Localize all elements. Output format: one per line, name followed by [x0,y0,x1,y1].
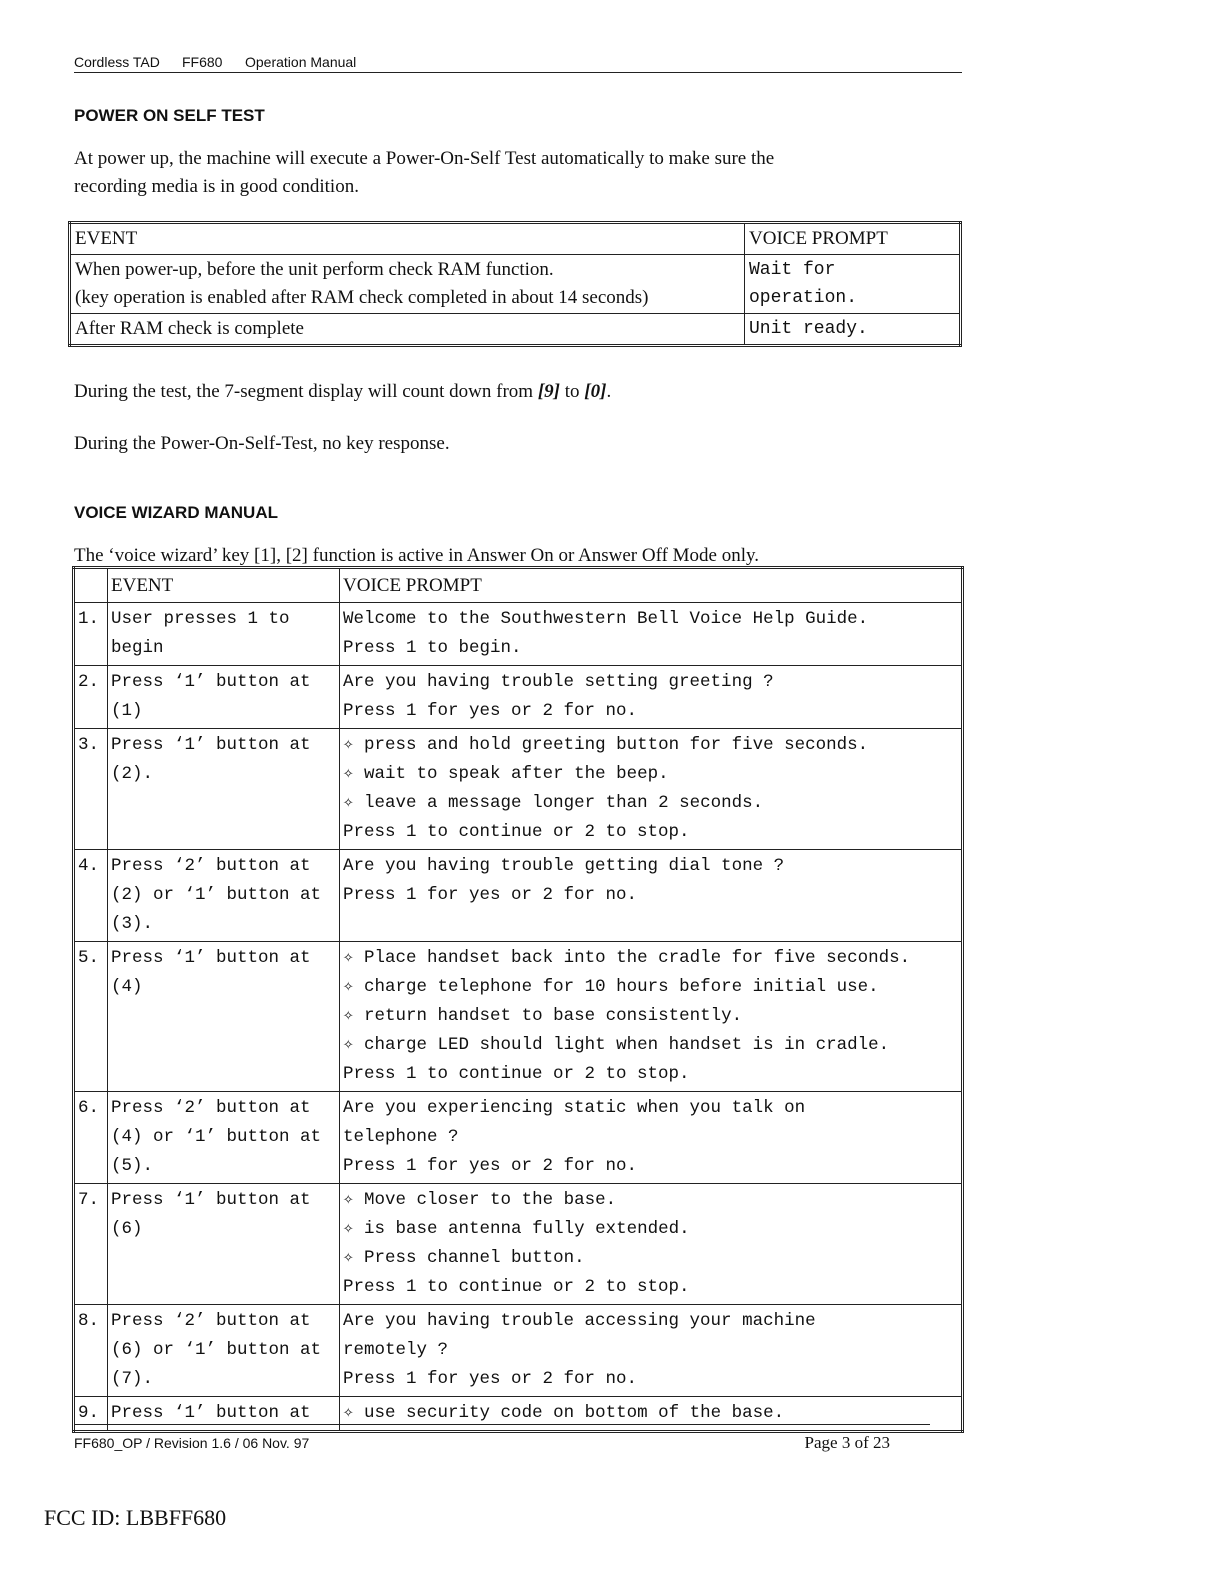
prompt-cell [340,850,963,942]
prompt-cell [340,1184,963,1305]
table-row [74,729,963,850]
col-prompt-header: VOICE PROMPT [745,223,961,255]
prompt-cell [340,603,963,666]
countdown-text: . [606,381,612,402]
prompt-line: ✧ charge telephone for 10 hours before initial use. [343,977,879,997]
prompt-cell [340,1092,963,1184]
prompt-line: Are you having trouble setting greeting ? [343,672,774,692]
prompt-line: ✧ wait to speak after the beep. [343,764,669,784]
table-row [74,1184,963,1305]
prompt-cell: Unit ready. [745,314,961,346]
event-cell: User presses 1 to begin [108,603,340,666]
event-cell: Press ‘1’ button at [108,1397,340,1432]
wizard-table [72,566,964,1433]
prompt-cell [340,1305,963,1397]
col-event-header: EVENT [108,568,340,603]
prompt-line: ✧ Press channel button. [343,1248,585,1268]
countdown-to: [0] [584,381,607,402]
event-cell: Press ‘1’ button at (6) [108,1184,340,1305]
prompt-line: Press 1 for yes or 2 for no. [343,701,638,721]
footer-revision: FF680_OP / Revision 1.6 / 06 Nov. 97 [74,1435,310,1451]
header-model: FF680 [182,54,223,70]
prompt-cell: Wait for operation. [745,255,961,314]
no-key-note: During the Power-On-Self-Test, no key response. [74,433,450,454]
event-cell: Press ‘1’ button at (2). [108,729,340,850]
event-cell: Press ‘2’ button at (4) or ‘1’ button at (5). [108,1092,340,1184]
countdown-note [74,378,611,406]
event-cell: Press ‘2’ button at (6) or ‘1’ button at (7). [108,1305,340,1397]
prompt-line: Press 1 for yes or 2 for no. [343,885,638,905]
prompt-line: Press 1 to continue or 2 to stop. [343,1277,690,1297]
power-on-table [68,221,962,347]
event-cell: After RAM check is complete [70,314,745,346]
prompt-line: Press 1 for yes or 2 for no. [343,1156,638,1176]
prompt-cell [340,942,963,1092]
header-product: Cordless TAD [74,54,160,70]
prompt-line: ✧ press and hold greeting button for five seconds. [343,735,869,755]
prompt-line: Press 1 for yes or 2 for no. [343,1369,638,1389]
prompt-line: ✧ return handset to base consistently. [343,1006,743,1026]
prompt-line: ✧ use security code on bottom of the base. [343,1403,785,1423]
step-number: 8. [74,1305,108,1397]
fcc-id: FCC ID: LBBFF680 [44,1505,227,1530]
prompt-line: ✧ Place handset back into the cradle for five seconds. [343,948,911,968]
step-number: 1. [74,603,108,666]
prompt-line: Welcome to the Southwestern Bell Voice Help Guide. [343,609,869,629]
running-header [74,52,962,73]
prompt-line: Press 1 to continue or 2 to stop. [343,822,690,842]
header-title: Operation Manual [245,54,357,70]
prompt-line: ✧ Move closer to the base. [343,1190,617,1210]
page-number: Page 3 of 23 [804,1433,890,1452]
table-row [70,255,961,314]
event-cell: Press ‘2’ button at (2) or ‘1’ button at (3). [108,850,340,942]
table-header-row [70,223,961,255]
wizard-heading: VOICE WIZARD MANUAL [74,503,278,522]
table-row [74,1092,963,1184]
prompt-line: Press 1 to continue or 2 to stop. [343,1064,690,1084]
event-cell: Press ‘1’ button at (4) [108,942,340,1092]
step-number: 6. [74,1092,108,1184]
prompt-cell [340,666,963,729]
col-prompt-header: VOICE PROMPT [340,568,963,603]
prompt-cell [340,729,963,850]
table-row [74,850,963,942]
table-row [74,1305,963,1397]
step-number: 4. [74,850,108,942]
col-event-header: EVENT [70,223,745,255]
prompt-line: Press 1 to begin. [343,638,522,658]
table-row [74,666,963,729]
prompt-line: ✧ is base antenna fully extended. [343,1219,690,1239]
wizard-intro: The ‘voice wizard’ key [1], [2] function is active in Answer On or Answer Off Mode only. [74,545,760,566]
prompt-line: telephone ? [343,1127,459,1147]
prompt-line: Are you having trouble accessing your machine [343,1311,816,1331]
step-number: 7. [74,1184,108,1305]
prompt-line: Are you having trouble getting dial tone ? [343,856,785,876]
step-number: 5. [74,942,108,1092]
col-number-header [74,568,108,603]
table-row [74,942,963,1092]
power-on-intro: At power up, the machine will execute a Power-On-Self Test automatically to make sure the recording media is in good condition. [74,148,775,197]
table-row [70,314,961,346]
step-number: 9. [74,1397,108,1432]
page-footer [74,1424,930,1455]
countdown-text: During the test, the 7-segment display will count down from [74,381,538,402]
prompt-line: remotely ? [343,1340,449,1360]
step-number: 2. [74,666,108,729]
prompt-line: ✧ leave a message longer than 2 seconds. [343,793,764,813]
power-on-heading: POWER ON SELF TEST [74,106,265,125]
prompt-line: Are you experiencing static when you talk on [343,1098,806,1118]
step-number: 3. [74,729,108,850]
event-cell: Press ‘1’ button at (1) [108,666,340,729]
prompt-line: ✧ charge LED should light when handset is in cradle. [343,1035,890,1055]
table-header-row [74,568,963,603]
event-cell: When power-up, before the unit perform check RAM function. (key operation is enabled after RAM check completed in about 14 seconds) [70,255,745,314]
table-row [74,603,963,666]
countdown-text: to [560,381,585,402]
countdown-from: [9] [537,381,560,402]
